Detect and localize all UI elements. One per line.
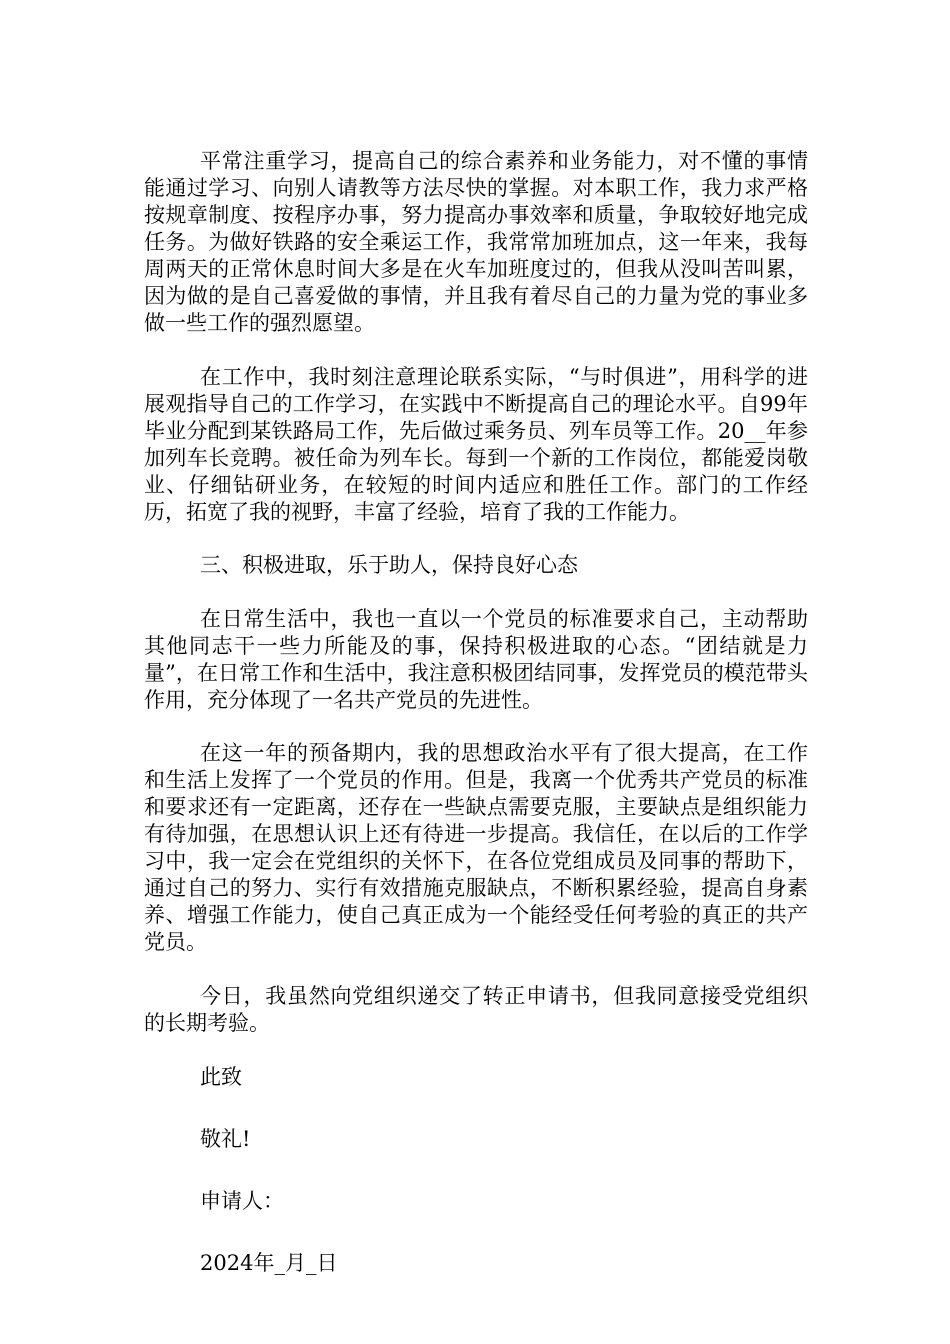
paragraph-probation: 在这一年的预备期内，我的思想政治水平有了很大提高，在工作和生活上发挥了一个党员的作用。但是，我离一个优秀共产党员的标准和要求还有一定距离，还存在一些缺点需要克服，主要缺点是组织能力有待加强，在思想认识上还有待进一步提高。我信任，在以后的工作学习中，我一定会在党组织的关怀下，在各位党组成员及同事的帮助下，通过自己的努力、实行有效措施克服缺点，不断积累经验，提高自身素养、增强工作能力，使自己真正成为一个能经受任何考验的真正的共产党员。	[144, 741, 808, 954]
section-heading: 三、积极进取，乐于助人，保持良好心态	[200, 553, 578, 577]
paragraph-theory-practice: 在工作中，我时刻注意理论联系实际，“与时俱进”，用科学的进展观指导自己的工作学习，在实践中不断提高自己的理论水平。自99年毕业分配到某铁路局工作，先后做过乘务员、列车员等工作。20__年参加列车长竞聘。被任命为列车长。每到一个新的工作岗位，都能爱岗敬业、仔细钻研业务，在较短的时间内适应和胜任工作。部门的工作经历，拓宽了我的视野，丰富了经验，培育了我的工作能力。	[144, 365, 808, 524]
paragraph-daily-life: 在日常生活中，我也一直以一个党员的标准要求自己，主动帮助其他同志干一些力所能及的事，保持积极进取的心态。“团结就是力量”，在日常工作和生活中，我注意积极团结同事，发挥党员的模范带头作用，充分体现了一名共产党员的先进性。	[144, 607, 808, 712]
salute-text: 敬礼!	[200, 1127, 251, 1151]
closing-text: 此致	[200, 1065, 242, 1089]
paragraph-study: 平常注重学习，提高自己的综合素养和业务能力，对不懂的事情能通过学习、向别人请教等方法尽快的掌握。对本职工作，我力求严格按规章制度、按程序办事，努力提高办事效率和质量，争取较好地完成任务。为做好铁路的安全乘运工作，我常常加班加点，这一年来，我每周两天的正常休息时间大多是在火车加班度过的，但我从没叫苦叫累，因为做的是自己喜爱做的事情，并且我有着尽自己的力量为党的事业多做一些工作的强烈愿望。	[144, 149, 808, 335]
applicant-label: 申请人：	[200, 1189, 284, 1213]
document-body	[144, 148, 808, 1277]
paragraph-submission: 今日，我虽然向党组织递交了转正申请书，但我同意接受党组织的长期考验。	[144, 984, 808, 1035]
date-line: 2024年_月_日	[200, 1251, 338, 1275]
